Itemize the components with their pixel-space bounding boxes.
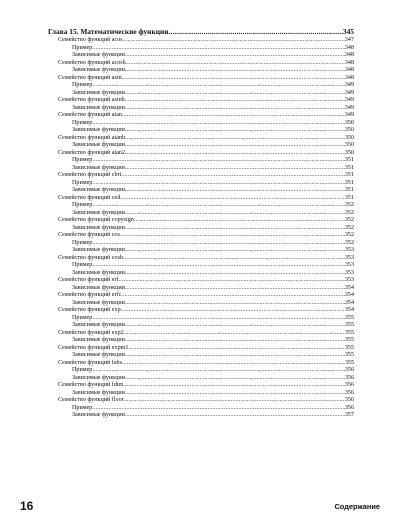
toc-section-entry[interactable] (48, 255, 354, 263)
toc-subsection-entry[interactable] (48, 127, 354, 135)
toc-entry-page: 354 (344, 284, 354, 291)
toc-entry-title: Зависимые функции (72, 412, 125, 418)
toc-entry-title: Пример (72, 314, 93, 321)
toc-entry-title: Семейство функций exp2 (58, 329, 124, 336)
toc-entry-page: 351 (344, 172, 354, 178)
toc-section-entry[interactable] (48, 97, 354, 105)
toc-section-entry[interactable] (48, 307, 354, 315)
toc-entry-page: 352 (344, 202, 354, 208)
toc-entry-page: 353 (344, 269, 354, 276)
toc-dot-leader (124, 330, 345, 338)
toc-entry-page: 353 (344, 277, 354, 283)
toc-dot-leader (125, 412, 345, 420)
toc-dot-leader (125, 375, 345, 383)
toc-dot-leader (125, 210, 345, 218)
toc-subsection-entry[interactable] (48, 187, 354, 195)
toc-entry-page: 345 (342, 27, 354, 36)
toc-entry-title: Зависимые функции (72, 104, 125, 111)
toc-dot-leader (121, 292, 345, 300)
toc-subsection-entry[interactable] (48, 405, 354, 413)
toc-entry-page: 349 (344, 82, 354, 88)
toc-entry-page: 356 (344, 367, 354, 373)
toc-entry-page: 350 (344, 127, 354, 133)
toc-entry-page: 349 (344, 89, 354, 96)
toc-dot-leader (125, 97, 345, 105)
section-title: Содержание (334, 501, 380, 511)
toc-entry-page: 353 (344, 247, 354, 253)
toc-entry-page: 355 (344, 337, 354, 343)
toc-entry-page: 352 (344, 209, 354, 216)
toc-entry-page: 353 (344, 262, 354, 268)
toc-entry-title: Пример (72, 404, 93, 411)
toc-subsection-entry[interactable] (48, 165, 354, 173)
toc-subsection-entry[interactable] (48, 202, 354, 210)
toc-dot-leader (125, 225, 345, 233)
toc-entry-title: Зависимые функции (72, 142, 125, 148)
toc-entry-title: Зависимые функции (72, 247, 125, 253)
toc-section-entry[interactable] (48, 172, 354, 180)
toc-entry-page: 355 (344, 322, 354, 328)
toc-subsection-entry[interactable] (48, 67, 354, 75)
toc-dot-leader (125, 67, 345, 75)
toc-entry-page: 357 (344, 412, 354, 418)
toc-subsection-entry[interactable] (48, 45, 354, 53)
toc-entry-page: 354 (344, 292, 354, 298)
toc-dot-leader (122, 75, 345, 83)
toc-section-entry[interactable] (48, 397, 354, 405)
toc-entry-page: 347 (344, 37, 354, 43)
toc-entry-title: Зависимые функции (72, 352, 125, 358)
toc-entry-title: Пример (72, 44, 93, 51)
toc-subsection-entry[interactable] (48, 412, 354, 420)
toc-subsection-entry[interactable] (48, 375, 354, 383)
toc-entry-page: 355 (344, 329, 354, 336)
toc-entry-title: Пример (72, 202, 93, 208)
toc-dot-leader (92, 367, 345, 375)
toc-dot-leader (92, 240, 345, 248)
toc-entry-title: Зависимые функции (72, 52, 125, 58)
toc-dot-leader (125, 322, 345, 330)
toc-dot-leader (123, 37, 345, 45)
toc-entry-title: Зависимые функции (72, 127, 125, 133)
toc-subsection-entry[interactable] (48, 105, 354, 113)
toc-entry-title: Зависимые функции (72, 224, 125, 231)
toc-entry-page: 351 (344, 164, 354, 171)
toc-dot-leader (119, 277, 345, 285)
toc-entry-title: Зависимые функции (72, 299, 125, 306)
toc-entry-title: Семейство функций exp (58, 307, 121, 313)
toc-entry-title: Пример (72, 367, 93, 373)
toc-entry-title: Семейство функций atanh (58, 134, 126, 141)
toc-dot-leader (125, 165, 345, 173)
toc-entry-page: 349 (344, 112, 354, 118)
toc-section-entry[interactable] (48, 217, 354, 225)
page-number: 16 (20, 499, 34, 513)
toc-subsection-entry[interactable] (48, 225, 354, 233)
toc-entry-title: Зависимые функции (72, 337, 125, 343)
toc-entry-page: 356 (344, 397, 354, 403)
toc-dot-leader (125, 390, 345, 398)
toc-entry-page: 356 (344, 389, 354, 396)
toc-entry-title: Семейство функций cos (58, 232, 120, 238)
toc-entry-page: 350 (344, 134, 354, 141)
toc-section-entry[interactable] (48, 135, 354, 143)
toc-entry-title: Семейство функций floor (58, 397, 124, 403)
toc-subsection-entry[interactable] (48, 262, 354, 270)
toc-dot-leader (125, 270, 345, 278)
toc-entry-page: 355 (344, 359, 354, 366)
toc-entry-title: Семейство функций ceil (58, 194, 121, 201)
toc-entry-page: 353 (344, 254, 354, 261)
toc-dot-leader (123, 255, 345, 263)
page-footer (20, 498, 380, 514)
toc-dot-leader (128, 345, 344, 353)
toc-entry-page: 356 (344, 382, 354, 388)
table-of-contents (48, 26, 354, 420)
toc-dot-leader (92, 82, 345, 90)
toc-section-entry[interactable] (48, 292, 354, 300)
toc-dot-leader (125, 337, 345, 345)
toc-dot-leader (125, 135, 345, 143)
toc-entry-title: Пример (72, 82, 93, 88)
toc-subsection-entry[interactable] (48, 210, 354, 218)
toc-entry-title: Семейство функций fabs (58, 359, 122, 366)
toc-dot-leader (134, 217, 345, 225)
toc-entry-title: Семейство функций expm1 (58, 344, 129, 351)
toc-section-entry[interactable] (48, 112, 354, 120)
toc-section-entry[interactable] (48, 195, 354, 203)
toc-dot-leader (125, 90, 345, 98)
toc-entry-page: 350 (344, 142, 354, 148)
toc-subsection-entry[interactable] (48, 142, 354, 150)
toc-dot-leader (92, 315, 345, 323)
toc-dot-leader (121, 307, 345, 315)
toc-entry-title: Семейство функций asinh (58, 97, 125, 103)
toc-dot-leader (125, 247, 345, 255)
toc-entry-page: 354 (344, 307, 354, 313)
toc-dot-leader (125, 150, 345, 158)
toc-subsection-entry[interactable] (48, 90, 354, 98)
toc-dot-leader (92, 45, 345, 53)
toc-entry-page: 348 (344, 67, 354, 73)
toc-entry-title: Зависимые функции (72, 89, 125, 96)
toc-dot-leader (125, 142, 345, 150)
toc-entry-title: Пример (72, 262, 93, 268)
toc-entry-page: 348 (344, 44, 354, 51)
toc-entry-title: Семейство функций atan (58, 112, 122, 118)
toc-entry-page: 352 (344, 217, 354, 223)
toc-subsection-entry[interactable] (48, 52, 354, 60)
toc-subsection-entry[interactable] (48, 82, 354, 90)
toc-entry-page: 355 (344, 314, 354, 321)
toc-subsection-entry[interactable] (48, 315, 354, 323)
toc-section-entry[interactable] (48, 232, 354, 240)
toc-entry-page: 350 (344, 149, 354, 156)
toc-entry-title: Семейство функций acos (58, 37, 123, 43)
toc-dot-leader (124, 397, 345, 405)
toc-entry-page: 348 (344, 74, 354, 81)
toc-chapter-entry[interactable] (48, 26, 354, 37)
toc-entry-page: 350 (344, 119, 354, 126)
toc-subsection-entry[interactable] (48, 270, 354, 278)
toc-entry-title: Зависимые функции (72, 67, 125, 73)
toc-subsection-entry[interactable] (48, 300, 354, 308)
toc-dot-leader (121, 195, 345, 203)
toc-dot-leader (122, 360, 345, 368)
toc-section-entry[interactable] (48, 37, 354, 45)
toc-subsection-entry[interactable] (48, 367, 354, 375)
toc-section-entry[interactable] (48, 382, 354, 390)
toc-entry-title: Семейство функций erfc (58, 292, 122, 298)
toc-entry-title: Зависимые функции (72, 187, 125, 193)
toc-dot-leader (123, 382, 345, 390)
toc-subsection-entry[interactable] (48, 180, 354, 188)
toc-subsection-entry[interactable] (48, 240, 354, 248)
toc-dot-leader (92, 157, 345, 165)
toc-dot-leader (125, 352, 345, 360)
toc-entry-title: Зависимые функции (72, 164, 125, 171)
toc-entry-title: Зависимые функции (72, 209, 125, 216)
toc-entry-title: Семейство функций fdim (58, 382, 124, 388)
toc-dot-leader (126, 60, 345, 68)
toc-entry-page: 352 (344, 224, 354, 231)
toc-entry-page: 356 (344, 404, 354, 411)
toc-entry-page: 351 (344, 194, 354, 201)
toc-entry-page: 348 (344, 59, 354, 66)
toc-entry-title: Зависимые функции (72, 389, 125, 396)
toc-entry-page: 351 (344, 187, 354, 193)
toc-entry-title: Семейство функций asin (58, 74, 122, 81)
toc-dot-leader (92, 120, 345, 128)
toc-dot-leader (92, 262, 345, 270)
toc-entry-title: Зависимые функции (72, 284, 125, 291)
toc-subsection-entry[interactable] (48, 157, 354, 165)
toc-entry-title: Пример (72, 157, 93, 163)
toc-subsection-entry[interactable] (48, 352, 354, 360)
toc-entry-title: Семейство функций atan2 (58, 149, 126, 156)
toc-entry-title: Пример (72, 179, 93, 186)
toc-section-entry[interactable] (48, 277, 354, 285)
toc-dot-leader (125, 105, 345, 113)
toc-entry-title: Зависимые функции (72, 374, 125, 381)
toc-dot-leader (125, 127, 345, 135)
toc-section-entry[interactable] (48, 150, 354, 158)
toc-dot-leader (125, 187, 345, 195)
toc-subsection-entry[interactable] (48, 390, 354, 398)
toc-dot-leader (92, 405, 345, 413)
toc-entry-title: Глава 15. Математические функции (48, 27, 169, 36)
toc-entry-page: 351 (344, 179, 354, 186)
toc-dot-leader (122, 112, 345, 120)
toc-entry-page: 352 (344, 239, 354, 246)
toc-entry-title: Зависимые функции (72, 322, 125, 328)
toc-section-entry[interactable] (48, 345, 354, 353)
toc-dot-leader (92, 180, 345, 188)
toc-entry-page: 349 (344, 97, 354, 103)
toc-dot-leader (92, 202, 345, 210)
toc-dot-leader (168, 26, 342, 37)
toc-entry-page: 356 (344, 374, 354, 381)
toc-entry-title: Пример (72, 239, 93, 246)
toc-section-entry[interactable] (48, 75, 354, 83)
toc-entry-page: 354 (344, 299, 354, 306)
toc-dot-leader (121, 172, 345, 180)
toc-subsection-entry[interactable] (48, 120, 354, 128)
toc-entry-page: 355 (344, 352, 354, 358)
toc-entry-page: 348 (344, 52, 354, 58)
toc-entry-title: Зависимые функции (72, 269, 125, 276)
toc-entry-page: 349 (344, 104, 354, 111)
toc-entry-title: Семейство функций erf (58, 277, 119, 283)
toc-entry-title: Семейство функций acosh (58, 59, 126, 66)
toc-dot-leader (125, 285, 345, 293)
toc-dot-leader (125, 300, 345, 308)
toc-entry-page: 355 (344, 344, 354, 351)
toc-entry-page: 351 (344, 157, 354, 163)
toc-entry-title: Семейство функций copysign (58, 217, 134, 223)
toc-subsection-entry[interactable] (48, 247, 354, 255)
toc-entry-title: Семейство функций cbrt (58, 172, 122, 178)
toc-subsection-entry[interactable] (48, 322, 354, 330)
toc-section-entry[interactable] (48, 330, 354, 338)
toc-entry-page: 352 (344, 232, 354, 238)
toc-entry-title: Пример (72, 119, 93, 126)
toc-dot-leader (120, 232, 345, 240)
toc-entry-title: Семейство функций cosh (58, 254, 123, 261)
toc-subsection-entry[interactable] (48, 337, 354, 345)
toc-section-entry[interactable] (48, 360, 354, 368)
toc-section-entry[interactable] (48, 60, 354, 68)
toc-dot-leader (125, 52, 345, 60)
toc-subsection-entry[interactable] (48, 285, 354, 293)
